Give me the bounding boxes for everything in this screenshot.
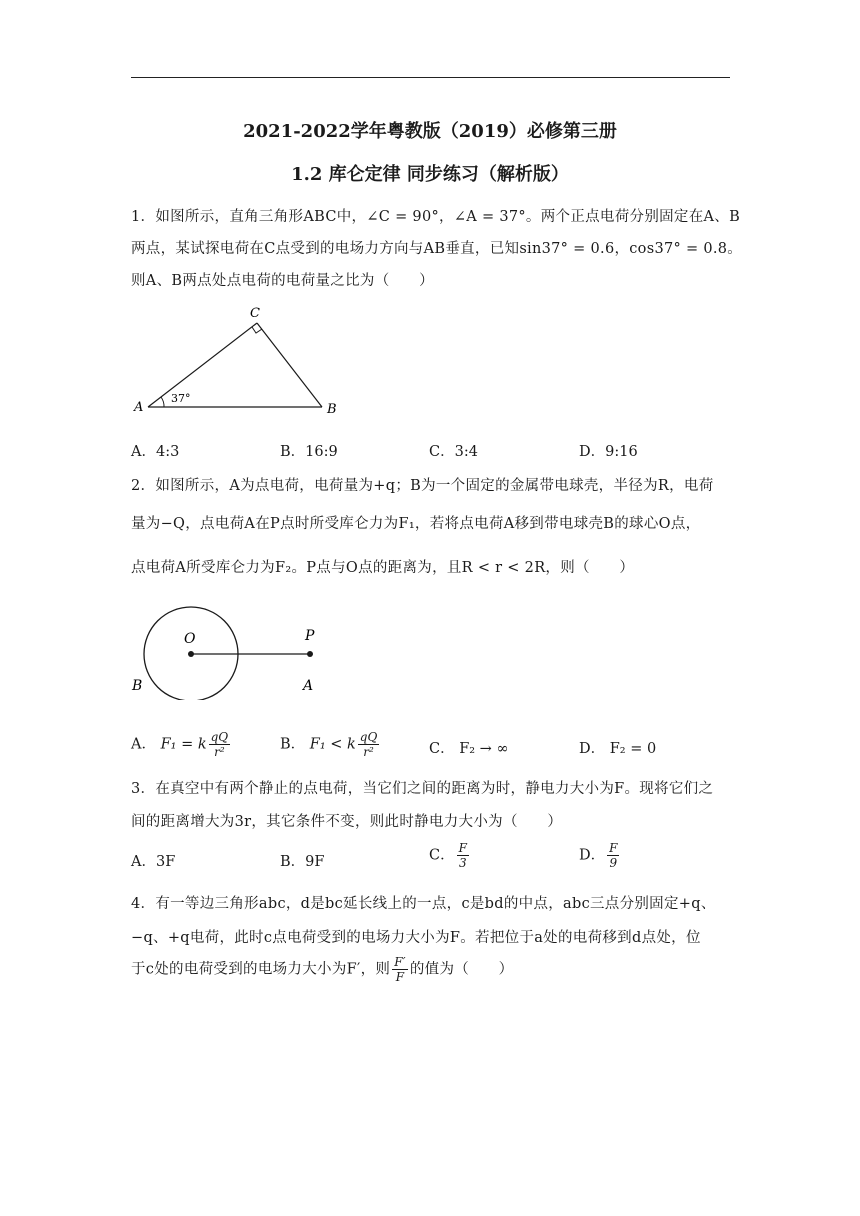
- q2-label-p: P: [305, 628, 315, 644]
- header-rule: [131, 77, 730, 78]
- q2-text-line1: 2．如图所示，A为点电荷，电荷量为+q；B为一个固定的金属带电球壳，半径为R，电荷: [131, 478, 714, 494]
- q3-option-c[interactable]: [429, 841, 471, 870]
- q2-option-b-lhs: F₁ < k: [309, 736, 356, 753]
- q1-label-c: C: [250, 306, 260, 321]
- q4-text-line1: 4．有一等边三角形abc，d是bc延长线上的一点，c是bd的中点，abc三点分别固定+q、: [131, 896, 716, 912]
- q1-option-a[interactable]: A．4:3: [131, 444, 180, 460]
- q3-option-d-prefix: D．: [579, 847, 606, 864]
- q4-text-line3-pre: 于c处的电荷受到的电场力大小为F′，则: [131, 961, 391, 978]
- q1-text-line3: 则A、B两点处点电荷的电荷量之比为（ ）: [131, 273, 434, 289]
- q1-label-b: B: [327, 402, 337, 417]
- q1-option-c[interactable]: C．3:4: [429, 444, 478, 460]
- q4-ratio-numerator: F′: [394, 955, 406, 969]
- q1-text-line1: 1．如图所示，直角三角形ABC中，∠C = 90°，∠A = 37°。两个正点电荷分别固定在A、B: [131, 209, 741, 225]
- q2-option-a-denominator: r²: [214, 745, 225, 759]
- q3-option-d-numerator: F: [609, 841, 618, 855]
- document-title: 2021-2022学年粤教版（2019）必修第三册: [243, 121, 617, 142]
- q2-option-a-prefix: A．: [131, 736, 156, 753]
- q3-option-b[interactable]: B．9F: [280, 854, 325, 870]
- q2-option-b-numerator: qQ: [359, 730, 378, 744]
- q1-option-d[interactable]: D．9:16: [579, 444, 638, 460]
- q2-label-o: O: [184, 631, 196, 647]
- q2-option-b[interactable]: [280, 730, 381, 759]
- q3-text-line1: 3．在真空中有两个静止的点电荷，当它们之间的距离为时，静电力大小为F。现将它们之: [131, 781, 714, 797]
- q2-option-a-lhs: F₁ = k: [160, 736, 207, 753]
- q2-option-c[interactable]: C． F₂ → ∞: [429, 741, 509, 757]
- q2-label-b: B: [132, 678, 143, 694]
- q4-text-line3-post: 的值为（ ）: [409, 961, 514, 978]
- q3-option-a[interactable]: A．3F: [131, 854, 176, 870]
- q2-option-d[interactable]: D． F₂ = 0: [579, 741, 657, 757]
- q4-ratio-denominator: F: [395, 970, 405, 984]
- q4-text-line3: [131, 955, 513, 984]
- q2-option-b-denominator: r²: [363, 745, 374, 759]
- q1-text-line2: 两点，某试探电荷在C点受到的电场力方向与AB垂直，已知sin37° = 0.6，cos37° = 0.8。: [131, 241, 743, 257]
- q3-option-d-denominator: 9: [609, 856, 618, 870]
- q2-option-a[interactable]: [131, 730, 232, 759]
- q3-text-line2: 间的距离增大为3r，其它条件不变，则此时静电力大小为（ ）: [131, 814, 563, 830]
- q3-option-c-numerator: F: [458, 841, 467, 855]
- q3-option-d[interactable]: [579, 841, 621, 870]
- q2-label-a: A: [303, 678, 314, 694]
- q1-triangle-figure: [131, 300, 351, 420]
- q4-text-line2: −q、+q电荷，此时c点电荷受到的电场力大小为F。若把位于a处的电荷移到d点处，位: [131, 930, 701, 946]
- document-subtitle: 1.2 库仑定律 同步练习（解析版）: [291, 164, 569, 185]
- q1-label-a: A: [134, 400, 144, 415]
- q2-text-line2: 量为−Q，点电荷A在P点时所受库仑力为F₁，若将点电荷A移到带电球壳B的球心O点，: [131, 516, 701, 532]
- q2-sphere-figure: [131, 600, 331, 700]
- q1-option-b[interactable]: B．16:9: [280, 444, 338, 460]
- q1-angle-label: 37°: [171, 392, 191, 405]
- q2-text-line3: 点电荷A所受库仑力为F₂。P点与O点的距离为，且R < r < 2R，则（ ）: [131, 560, 635, 576]
- q2-option-b-prefix: B．: [280, 736, 306, 753]
- q3-option-c-denominator: 3: [458, 856, 467, 870]
- q2-option-a-numerator: qQ: [210, 730, 229, 744]
- q3-option-c-prefix: C．: [429, 847, 455, 864]
